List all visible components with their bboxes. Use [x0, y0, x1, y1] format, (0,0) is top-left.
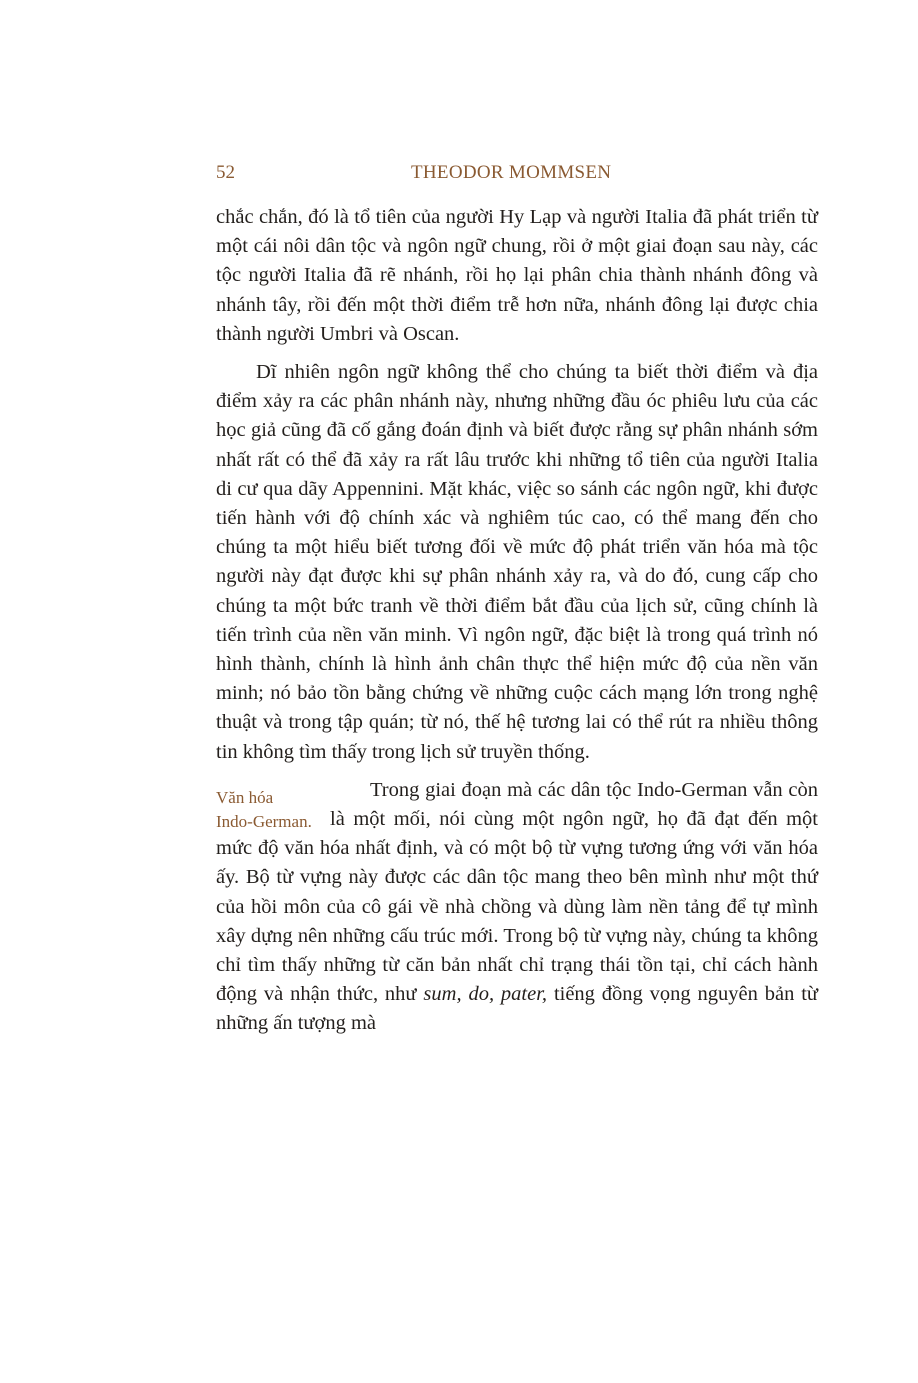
body-text	[216, 203, 818, 1039]
paragraph-text-start: Trong giai đoạn mà các dân tộc Indo-German vẫn còn là một mối, nói cùng một ngôn ngữ, họ đã đạt đến một mức độ văn hóa nhất định, và có một bộ từ vựng tương ứng với văn hóa ấy. Bộ từ vựng này được các dân tộc mang theo bên mình như một thứ của hồi môn của cô gái về nhà chồng và dùng làm nền tảng để tự mình xây dựng nên những cấu trúc mới. Trong bộ từ vựng này, chúng ta không chỉ tìm thấy những từ căn bản nhất chỉ trạng thái tồn tại, chỉ cách hành động và nhận thức, như	[216, 778, 818, 1006]
paragraph-text-end: tiếng đồng vọng nguyên bản từ những ấn tượng mà	[216, 983, 819, 1035]
page-number: 52	[216, 162, 235, 183]
running-header	[216, 162, 818, 192]
paragraph-continued: chắc chắn, đó là tổ tiên của người Hy Lạp và người Italia đã phát triển từ một cái nôi dân tộc và ngôn ngữ chung, rồi ở một giai đoạn sau này, các tộc người Italia đã rẽ nhánh, rồi họ lại phân chia thành nhánh đông và nhánh tây, rồi đến một thời điểm trễ hơn nữa, nhánh đông lại được chia thành người Umbri và Oscan.	[216, 206, 818, 345]
margin-note	[216, 786, 324, 834]
margin-note-line-1: Văn hóa	[216, 787, 274, 807]
margin-note-line-2: Indo-German.	[216, 811, 312, 831]
paragraph-indo-german-culture	[216, 776, 818, 1039]
latin-terms: sum, do, pater,	[423, 983, 548, 1006]
paragraph-language-divisions: Dĩ nhiên ngôn ngữ không thể cho chúng ta biết thời điểm và địa điểm xảy ra các phân nhánh này, nhưng những đầu óc phiêu lưu của các học giả cũng đã cố gắng đoán định và biết được rằng sự phân nhánh sớm nhất rất có thể đã xảy ra rất lâu trước khi những tổ tiên của người Italia di cư qua dãy Appennini. Mặt khác, việc so sánh các ngôn ngữ, khi được tiến hành với độ chính xác và nghiêm túc cao, có thể mang đến cho chúng ta một hiểu biết tương đối về mức độ phát triển văn hóa mà tộc người này đạt được khi sự phân nhánh xảy ra, và do đó, cung cấp cho chúng ta một bức tranh về thời điểm bắt đầu của lịch sử, cũng chính là tiến trình của nền văn minh. Vì ngôn ngữ, đặc biệt là trong quá trình nó hình thành, chính là hình ảnh chân thực thể hiện mức độ của nền văn minh; nó bảo tồn bằng chứng về những cuộc cách mạng lớn trong nghệ thuật và trong tập quán; từ nó, thế hệ tương lai có thể rút ra nhiều thông tin không tìm thấy trong lịch sử truyền thống.	[216, 361, 818, 763]
running-title: THEODOR MOMMSEN	[411, 162, 612, 183]
